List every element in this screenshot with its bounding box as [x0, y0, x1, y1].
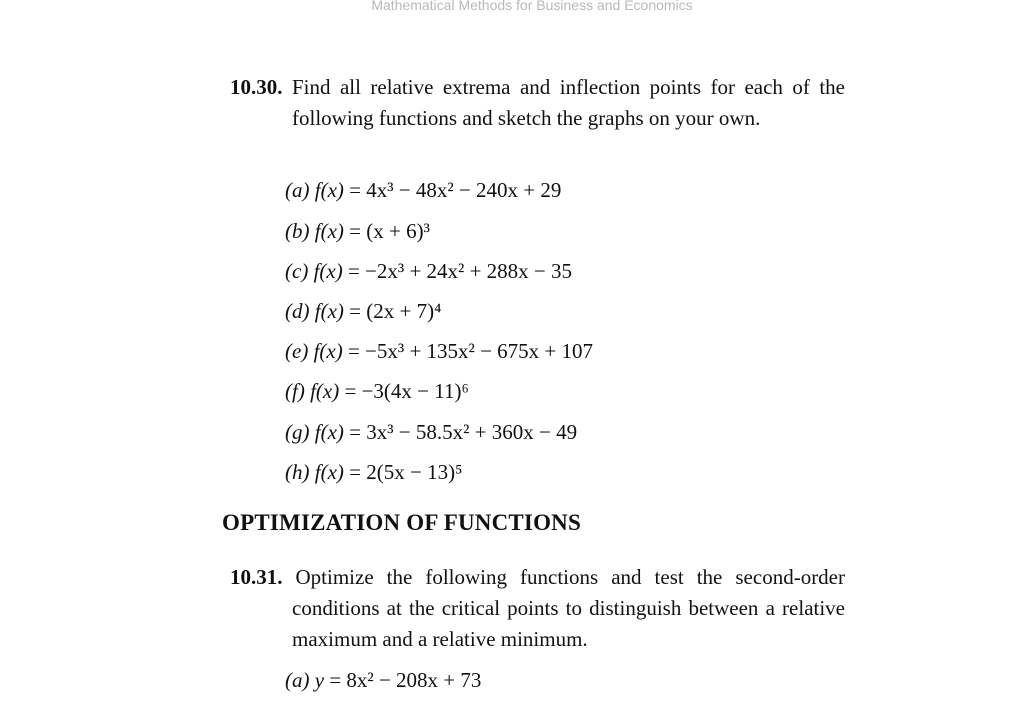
function-expression: = 3x³ − 58.5x² + 360x − 49: [349, 420, 578, 444]
part-label: (a): [285, 668, 310, 692]
function-expression: = −2x³ + 24x² + 288x − 35: [347, 259, 573, 283]
part-g: [285, 418, 577, 446]
part-c: [285, 257, 572, 285]
problem-number: 10.31.: [230, 565, 283, 589]
function-expression: = 8x² − 208x + 73: [329, 668, 482, 692]
problem-10-30: [230, 72, 845, 134]
part-label: (a): [285, 178, 310, 202]
part-f: [285, 377, 469, 405]
part-label: (f): [285, 379, 305, 403]
function-expression: = (x + 6)³: [349, 219, 430, 243]
section-title: OPTIMIZATION OF FUNCTIONS: [222, 510, 581, 535]
part-label: (h): [285, 460, 310, 484]
part-a: [285, 666, 481, 694]
function-name: f(x): [314, 460, 344, 484]
part-a: [285, 176, 561, 204]
part-h: [285, 458, 462, 486]
function-name: y: [314, 668, 325, 692]
function-name: f(x): [314, 219, 344, 243]
function-name: f(x): [314, 178, 344, 202]
function-expression: = −5x³ + 135x² − 675x + 107: [347, 339, 594, 363]
problem-number: 10.30.: [230, 75, 283, 99]
problem-10-30-text: [230, 72, 845, 134]
problem-10-31-text: [230, 562, 845, 655]
part-label: (g): [285, 420, 310, 444]
part-b: [285, 217, 430, 245]
part-label: (e): [285, 339, 309, 363]
part-label: (b): [285, 219, 310, 243]
part-e: [285, 337, 593, 365]
problem-statement: Find all relative extrema and inflection points for each of the following functions and sketch the graphs on your own.: [291, 75, 846, 130]
function-expression: = 2(5x − 13)⁵: [349, 460, 463, 484]
part-label: (c): [285, 259, 309, 283]
function-expression: = 4x³ − 48x² − 240x + 29: [349, 178, 562, 202]
problem-statement: Optimize the following functions and test the second-order conditions at the critical points to distinguish between a relative maximum and a relative minimum.: [292, 565, 845, 651]
function-name: f(x): [313, 259, 343, 283]
part-label: (d): [285, 299, 310, 323]
function-name: f(x): [314, 420, 344, 444]
function-name: f(x): [314, 299, 344, 323]
problem-10-31: [230, 562, 845, 655]
function-expression: = (2x + 7)⁴: [349, 299, 442, 323]
running-header: Mathematical Methods for Business and Economics: [371, 0, 693, 13]
function-name: f(x): [310, 379, 340, 403]
function-expression: = −3(4x − 11)⁶: [344, 379, 469, 403]
function-name: f(x): [313, 339, 343, 363]
part-d: [285, 297, 441, 325]
